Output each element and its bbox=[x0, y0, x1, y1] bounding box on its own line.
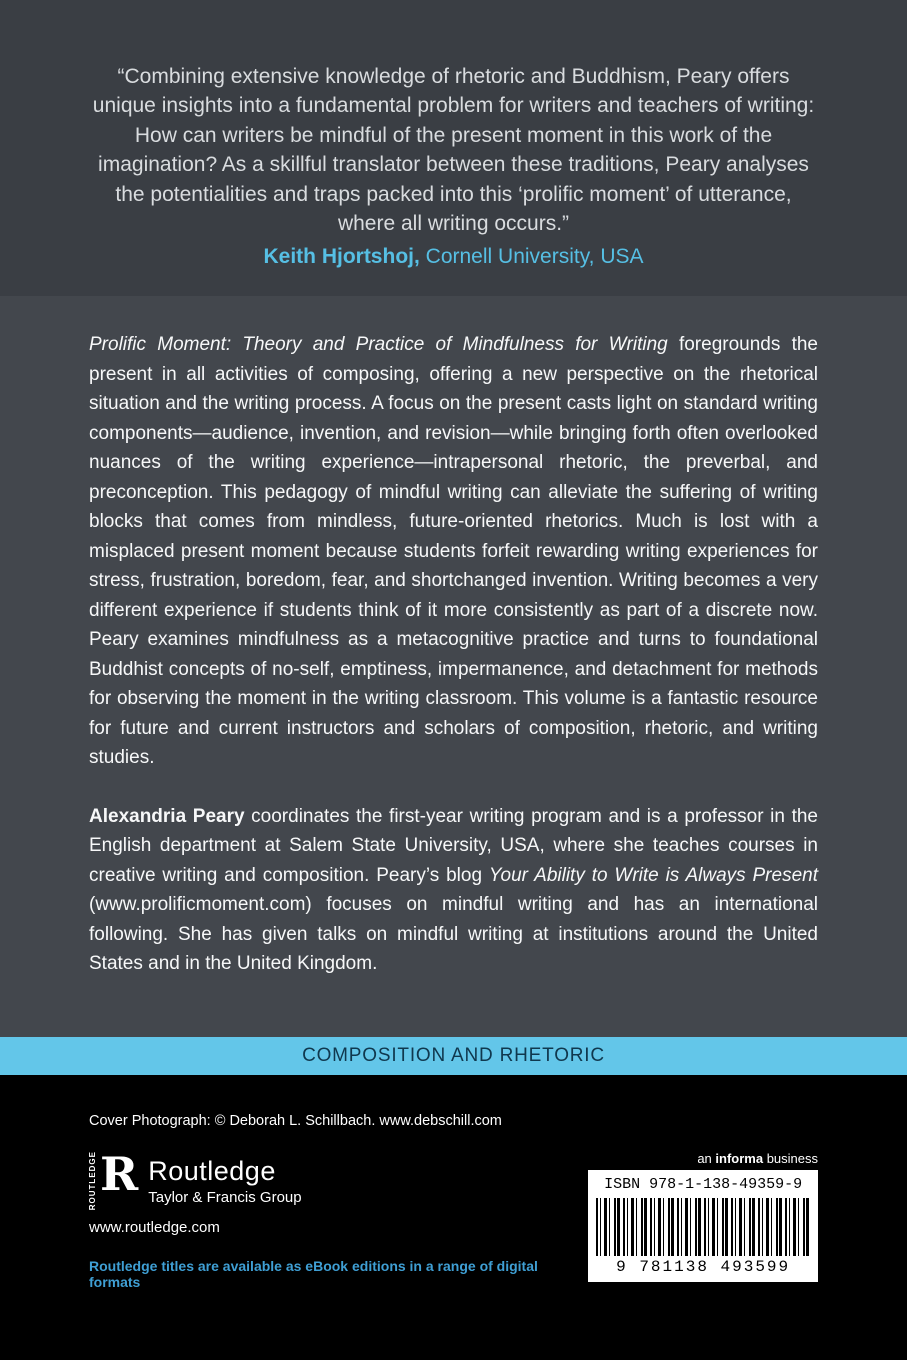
footer bbox=[0, 1075, 907, 1360]
review-quote-section bbox=[0, 0, 907, 296]
informa-business-label bbox=[588, 1151, 818, 1166]
review-attribution bbox=[86, 242, 821, 272]
informa-suffix: business bbox=[763, 1151, 818, 1166]
ebook-note: Routledge titles are available as eBook editions in a range of digital formats bbox=[89, 1258, 538, 1291]
description-paragraph bbox=[89, 330, 818, 773]
routledge-vertical-text: ROUTLEDGE bbox=[88, 1151, 97, 1211]
author-bio-paragraph bbox=[89, 802, 818, 979]
reviewer-affiliation: Cornell University, USA bbox=[419, 245, 644, 269]
category-banner bbox=[0, 1037, 907, 1075]
book-description-section bbox=[0, 296, 907, 1037]
informa-prefix: an bbox=[697, 1151, 716, 1166]
routledge-r-letter: R bbox=[100, 1147, 139, 1201]
routledge-logo bbox=[88, 1147, 588, 1211]
author-bio-text-2: (www.prolificmoment.com) focuses on mindful writing and has an international following. She has given talks on mindful writing at institutions around the United States and in the United Kingdom. bbox=[89, 894, 818, 974]
barcode-digits: 9 781138 493599 bbox=[616, 1258, 791, 1276]
category-label: COMPOSITION AND RHETORIC bbox=[302, 1045, 605, 1066]
publisher-name: Routledge bbox=[148, 1155, 276, 1186]
routledge-logo-icon bbox=[88, 1147, 139, 1211]
cover-credit: Cover Photograph: © Deborah L. Schillbach. www.debschill.com bbox=[89, 1113, 502, 1129]
barcode-icon bbox=[596, 1198, 810, 1256]
author-name: Alexandria Peary bbox=[89, 805, 245, 827]
reviewer-name: Keith Hjortshoj, bbox=[263, 245, 420, 269]
publisher-group: Taylor & Francis Group bbox=[148, 1188, 302, 1206]
informa-name: informa bbox=[715, 1151, 764, 1166]
author-blog-title: Your Ability to Write is Always Present bbox=[488, 864, 818, 886]
description-text: foregrounds the present in all activities of composing, offering a new perspective on the rhetorical situation and the writing process. A focus on the present casts light on standard writing components—audience, invention, and revision—while bringing forth often overlooked nuances of the writing experience—intrapersonal rhetoric, the preverbal, and preconception. This pedagogy of mindful writing can alleviate the suffering of writing blocks that comes from mindless, future-oriented rhetorics. Much is lost with a misplaced present moment because students forfeit rewarding writing experiences for stress, frustration, boredom, fear, and shortchanged invention. Writing becomes a very different experience if students think of it more consistently as part of a discrete now. Peary examines mindfulness as a metacognitive practice and turns to foundational Buddhist concepts of no-self, emptiness, impermanence, and detachment for methods for observing the moment in the writing classroom. This volume is a fantastic resource for future and current instructors and scholars of composition, rhetoric, and writing studies. bbox=[89, 334, 819, 768]
author-bio-text-1: coordinates the first-year writing program and is a professor in the English department at Salem State University, USA, where she teaches courses in creative writing and composition. Peary’s blog bbox=[89, 805, 818, 886]
publisher-url: www.routledge.com bbox=[89, 1219, 220, 1237]
review-quote: “Combining extensive knowledge of rhetoric and Buddhism, Peary offers unique insights into a fundamental problem for writers and teachers of writing: How can writers be mindful of the present moment in this work of the imagination? As a skillful translator between these traditions, Peary analyses the potentialities and traps packed into this ‘prolific moment’ of utterance, where all writing occurs.” bbox=[92, 65, 815, 235]
isbn-label: ISBN 978-1-138-49359-9 bbox=[604, 1176, 803, 1193]
publisher-block bbox=[88, 1147, 588, 1291]
book-title: Prolific Moment: Theory and Practice of Mindfulness for Writing bbox=[89, 334, 668, 355]
isbn-barcode-panel bbox=[588, 1170, 818, 1282]
publisher-wordmark bbox=[148, 1156, 301, 1206]
barcode-block bbox=[588, 1151, 818, 1282]
footer-row bbox=[88, 1147, 818, 1291]
